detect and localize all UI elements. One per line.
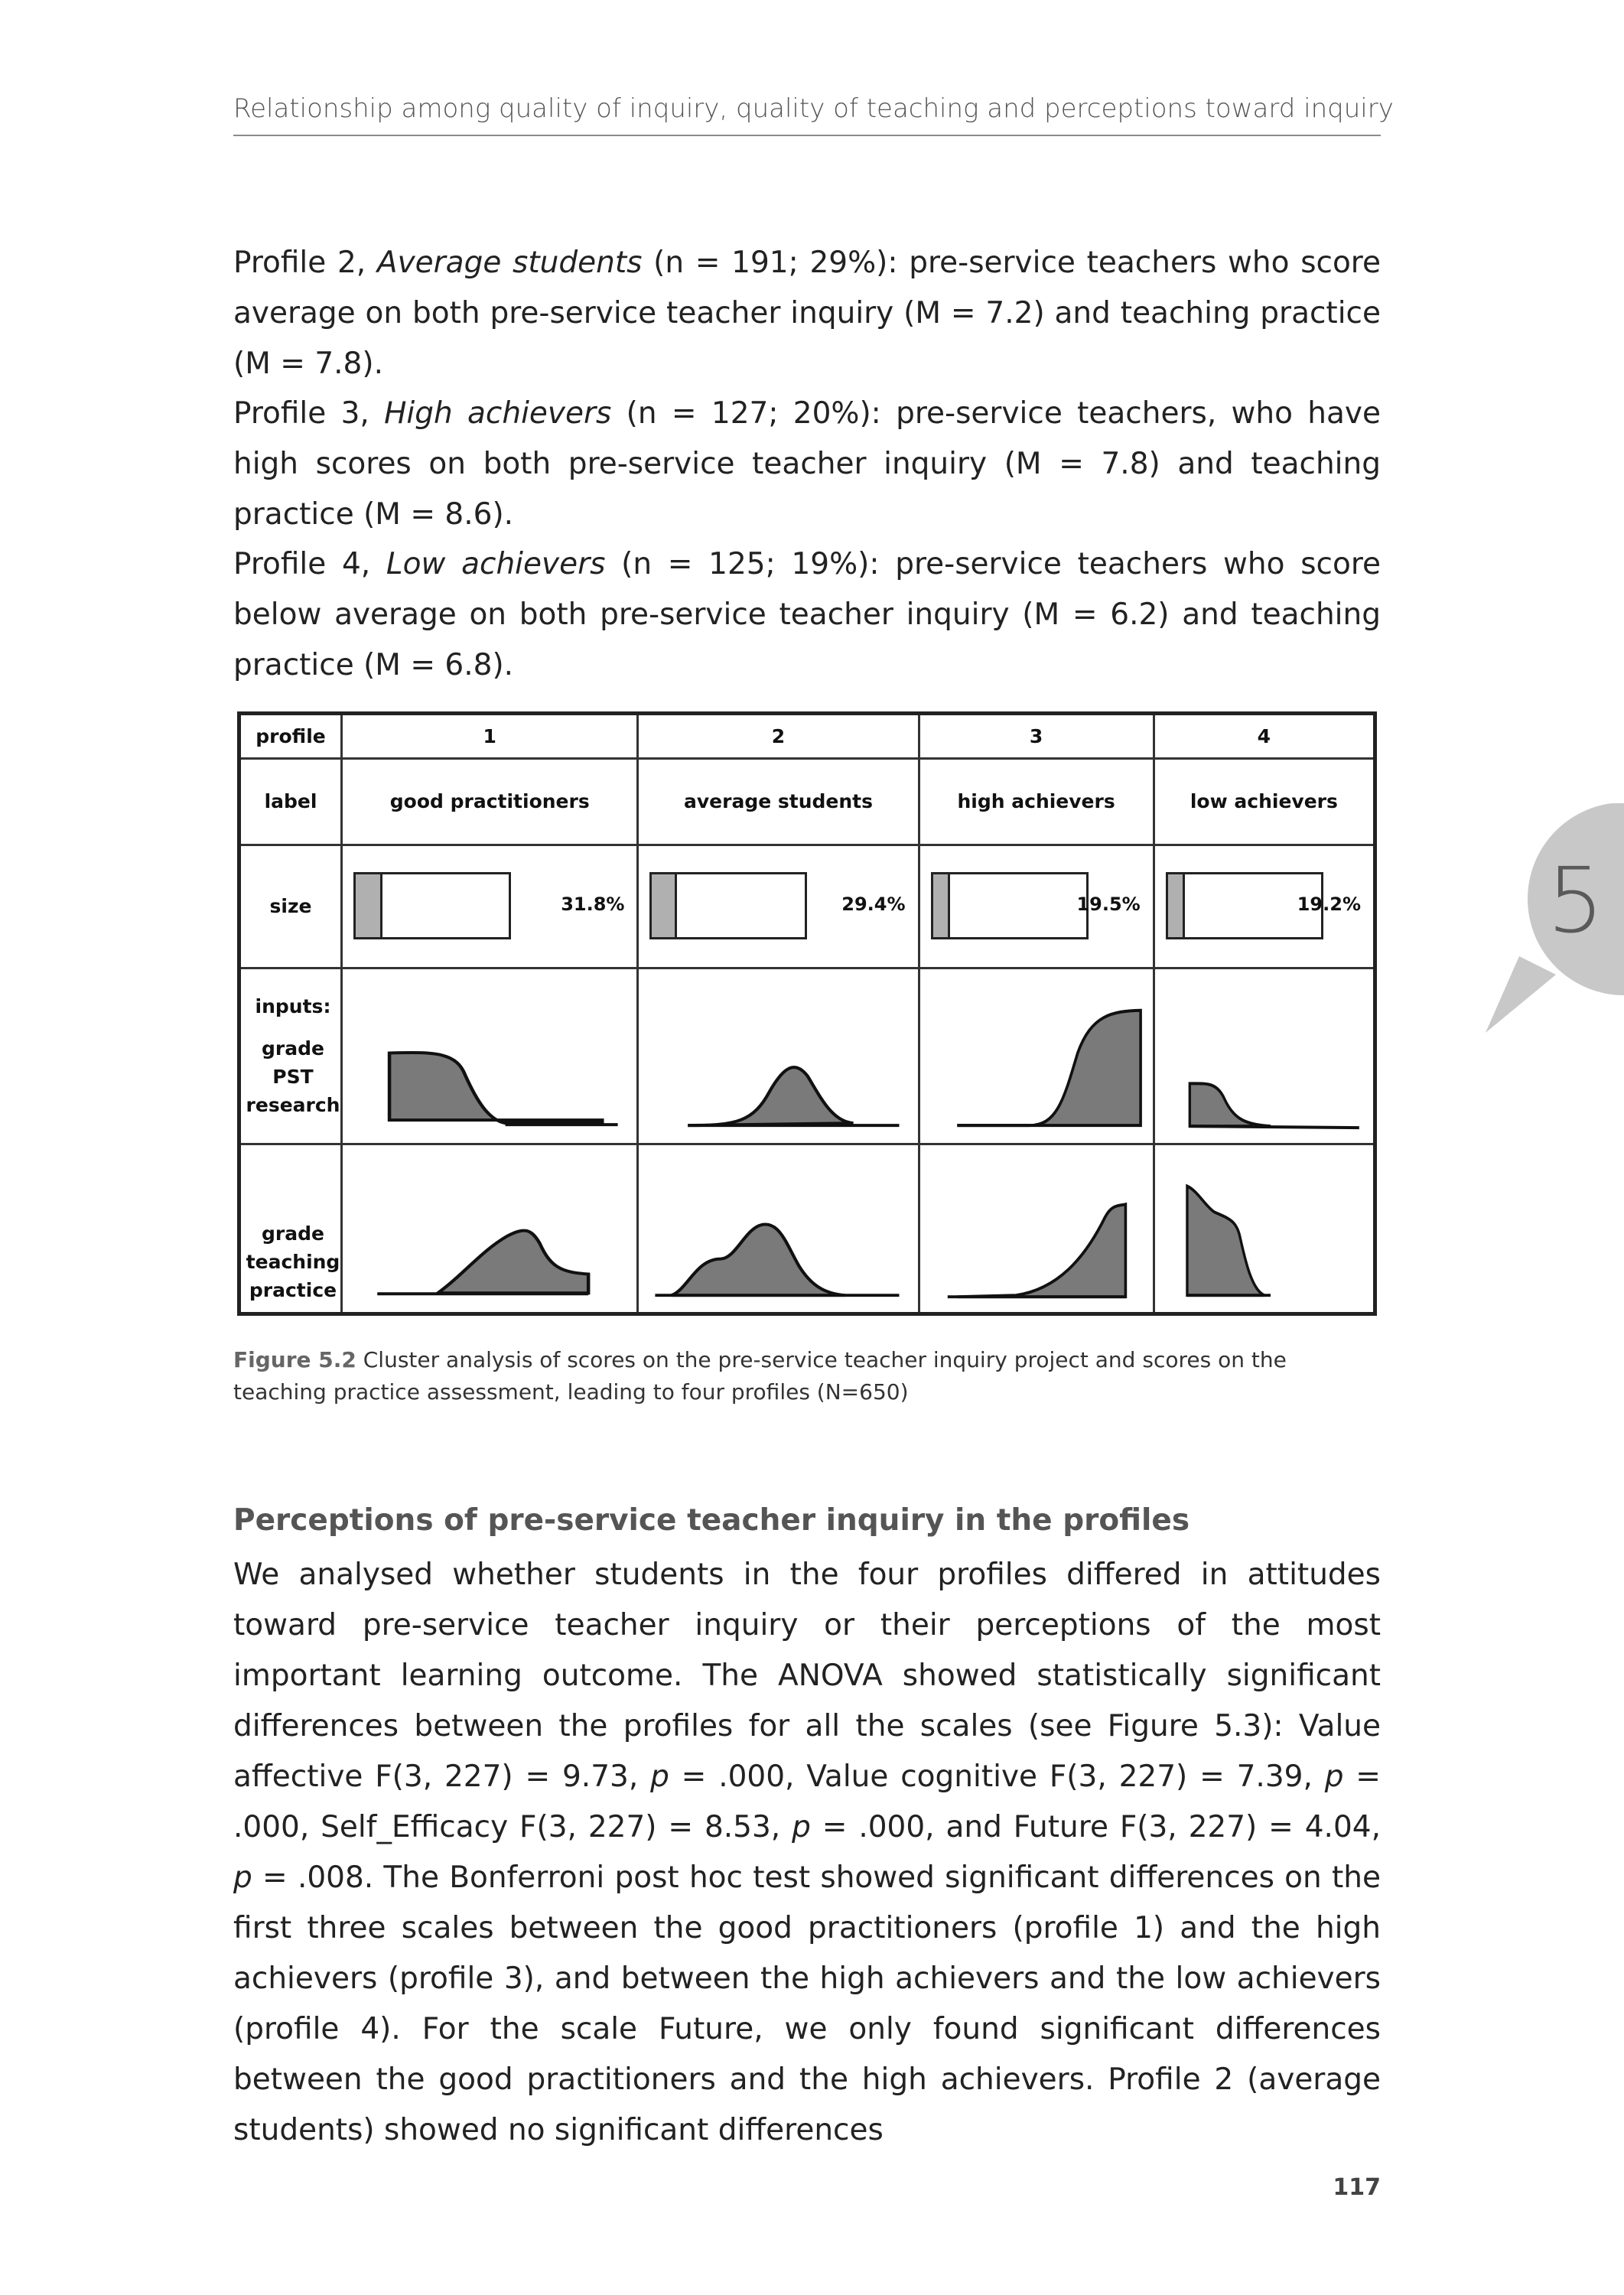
- size-bar-fill: [356, 874, 382, 937]
- size-cell-4: [1154, 845, 1375, 968]
- size-percent-label: 29.4%: [841, 893, 906, 915]
- row-label-profile: profile: [239, 714, 342, 759]
- profile-4-paragraph: [233, 539, 1381, 691]
- row-label-practice: practice: [249, 1279, 337, 1301]
- profile-number-3: 3: [919, 714, 1154, 759]
- p-value-symbol: p: [1324, 1760, 1344, 1794]
- body-text-segment: = .000, Self_Efficacy F(3, 227) = 8.53,: [233, 1760, 1381, 1844]
- figure-caption-text: Cluster analysis of scores on the pre-service teacher inquiry project and scores on the teaching practice assessment, leading to four profiles (N=650): [233, 1347, 1287, 1405]
- profile-3-paragraph: [233, 389, 1381, 540]
- profile-size-row: [239, 845, 1375, 968]
- size-percent-label: 19.5%: [1076, 893, 1141, 915]
- density-fill-research-profile-2: [688, 1067, 854, 1125]
- teaching-density-3: [919, 1144, 1154, 1314]
- size-bar-frame: [353, 872, 511, 939]
- density-fill-teaching-profile-2: [672, 1225, 845, 1296]
- density-fill-teaching-profile-1: [438, 1231, 588, 1294]
- chapter-tab: [1476, 803, 1624, 1048]
- density-plot: [343, 969, 636, 1143]
- size-bar-frame: [649, 872, 807, 939]
- profile-label-1: good practitioners: [342, 758, 638, 845]
- density-fill-research-profile-1: [389, 1053, 602, 1123]
- profile-number-2: 2: [638, 714, 919, 759]
- teaching-density-1: [342, 1144, 638, 1314]
- profile-label-row: [239, 758, 1375, 845]
- chapter-tab-shape: [1476, 803, 1624, 1048]
- page-number: 117: [1333, 2174, 1381, 2201]
- research-density-3: [919, 968, 1154, 1144]
- density-baseline: [1190, 1126, 1359, 1128]
- row-label-research: [239, 968, 342, 1144]
- teaching-density-4: [1154, 1144, 1375, 1314]
- density-fill-teaching-profile-3: [957, 1204, 1125, 1297]
- size-cell-2: [638, 845, 919, 968]
- size-bar-fill: [933, 874, 951, 937]
- cluster-profile-figure: [237, 711, 1377, 1316]
- profile-2-name: Average students: [376, 246, 643, 280]
- profile-3-rest: (n = 127; 20%): pre-service teachers, who have high scores on both pre-service teacher inquiry (M = 7.8) and teaching practice (M = 8.6).: [233, 396, 1381, 532]
- research-density-4: [1154, 968, 1375, 1144]
- size-bar-frame: [931, 872, 1089, 939]
- body-text-segment: = .000, Value cognitive F(3, 227) = 7.39,: [669, 1760, 1325, 1794]
- body-text-segment: We analysed whether students in the four profiles differed in attitudes toward pre-service teacher inquiry or their perceptions of the most important learning outcome. The ANOVA showed statistically significant differences between the profiles for all the scales (see Figure 5.3): Value affective F(3, 227) = 9.73,: [233, 1558, 1381, 1794]
- profile-2-lead: Profile 2,: [233, 246, 377, 280]
- profile-3-lead: Profile 3,: [233, 396, 385, 431]
- size-cell-3: [919, 845, 1154, 968]
- profile-label-4: low achievers: [1154, 758, 1375, 845]
- row-label-grade: grade: [262, 1037, 324, 1060]
- size-percent-label: 19.2%: [1297, 893, 1361, 915]
- header-rule: [233, 135, 1381, 136]
- input-teaching-row: [239, 1144, 1375, 1314]
- chapter-number: 5: [1547, 848, 1605, 953]
- row-label-pst: PST: [272, 1066, 314, 1089]
- size-bar-fill: [652, 874, 676, 937]
- teaching-density-2: [638, 1144, 919, 1314]
- size-percent-label: 31.8%: [561, 893, 625, 915]
- profile-2-paragraph: [233, 238, 1381, 389]
- p-value-symbol: p: [233, 1860, 252, 1895]
- row-label-research-text: research: [246, 1094, 340, 1117]
- section-body-paragraph: [233, 1550, 1381, 2156]
- density-plot: [1155, 1145, 1373, 1312]
- chapter-tab-tail: [1486, 956, 1556, 1033]
- row-label-grade-2: grade: [262, 1222, 324, 1245]
- cluster-profile-table: [237, 711, 1377, 1316]
- profile-label-2: average students: [638, 758, 919, 845]
- running-header: Relationship among quality of inquiry, quality of teaching and perceptions toward inquiry: [233, 93, 1394, 124]
- density-fill-research-profile-4: [1190, 1083, 1271, 1126]
- row-label-inputs: inputs:: [255, 995, 331, 1018]
- profile-4-name: Low achievers: [386, 547, 606, 581]
- profile-4-lead: Profile 4,: [233, 547, 386, 581]
- density-plot: [639, 969, 917, 1143]
- size-bar-fill: [1168, 874, 1185, 937]
- row-label-label: label: [239, 758, 342, 845]
- size-cell-1: [342, 845, 638, 968]
- research-density-2: [638, 968, 919, 1144]
- row-label-size: size: [239, 845, 342, 968]
- row-label-teaching-text: teaching: [246, 1251, 340, 1273]
- body-text-segment: = .000, and Future F(3, 227) = 4.04,: [810, 1810, 1381, 1844]
- density-fill-research-profile-3: [957, 1011, 1141, 1125]
- p-value-symbol: p: [650, 1760, 669, 1794]
- profile-number-4: 4: [1154, 714, 1375, 759]
- profile-label-3: high achievers: [919, 758, 1154, 845]
- density-plot: [343, 1145, 636, 1312]
- profile-3-name: High achievers: [384, 396, 612, 431]
- density-plot: [920, 1145, 1153, 1312]
- p-value-symbol: p: [792, 1810, 811, 1844]
- profile-number-1: 1: [342, 714, 638, 759]
- profile-2-rest: (n = 191; 29%): pre-service teachers who score average on both pre-service teacher inquiry (M = 7.2) and teaching practice (M = 7.8).: [233, 246, 1381, 381]
- section-heading: Perceptions of pre-service teacher inquiry in the profiles: [233, 1503, 1190, 1538]
- input-research-row: [239, 968, 1375, 1144]
- density-plot: [639, 1145, 917, 1312]
- profile-number-row: [239, 714, 1375, 759]
- density-fill-teaching-profile-4: [1187, 1187, 1264, 1296]
- figure-caption: [233, 1344, 1381, 1408]
- research-density-1: [342, 968, 638, 1144]
- profile-4-rest: (n = 125; 19%): pre-service teachers who score below average on both pre-service teacher inquiry (M = 6.2) and teaching practice (M = 6.8).: [233, 547, 1381, 682]
- density-plot: [1155, 969, 1373, 1143]
- row-label-teaching: [239, 1144, 342, 1314]
- figure-caption-label: Figure 5.2: [233, 1347, 356, 1372]
- body-text-segment: = .008. The Bonferroni post hoc test showed significant differences on the first three scales between the good practitioners (profile 1) and the high achievers (profile 3), and between the high achievers and the low achievers (profile 4). For the scale Future, we only found significant differences between the good practitioners and the high achievers. Profile 2 (average students) showed no significant differences: [233, 1860, 1381, 2147]
- density-plot: [920, 969, 1153, 1143]
